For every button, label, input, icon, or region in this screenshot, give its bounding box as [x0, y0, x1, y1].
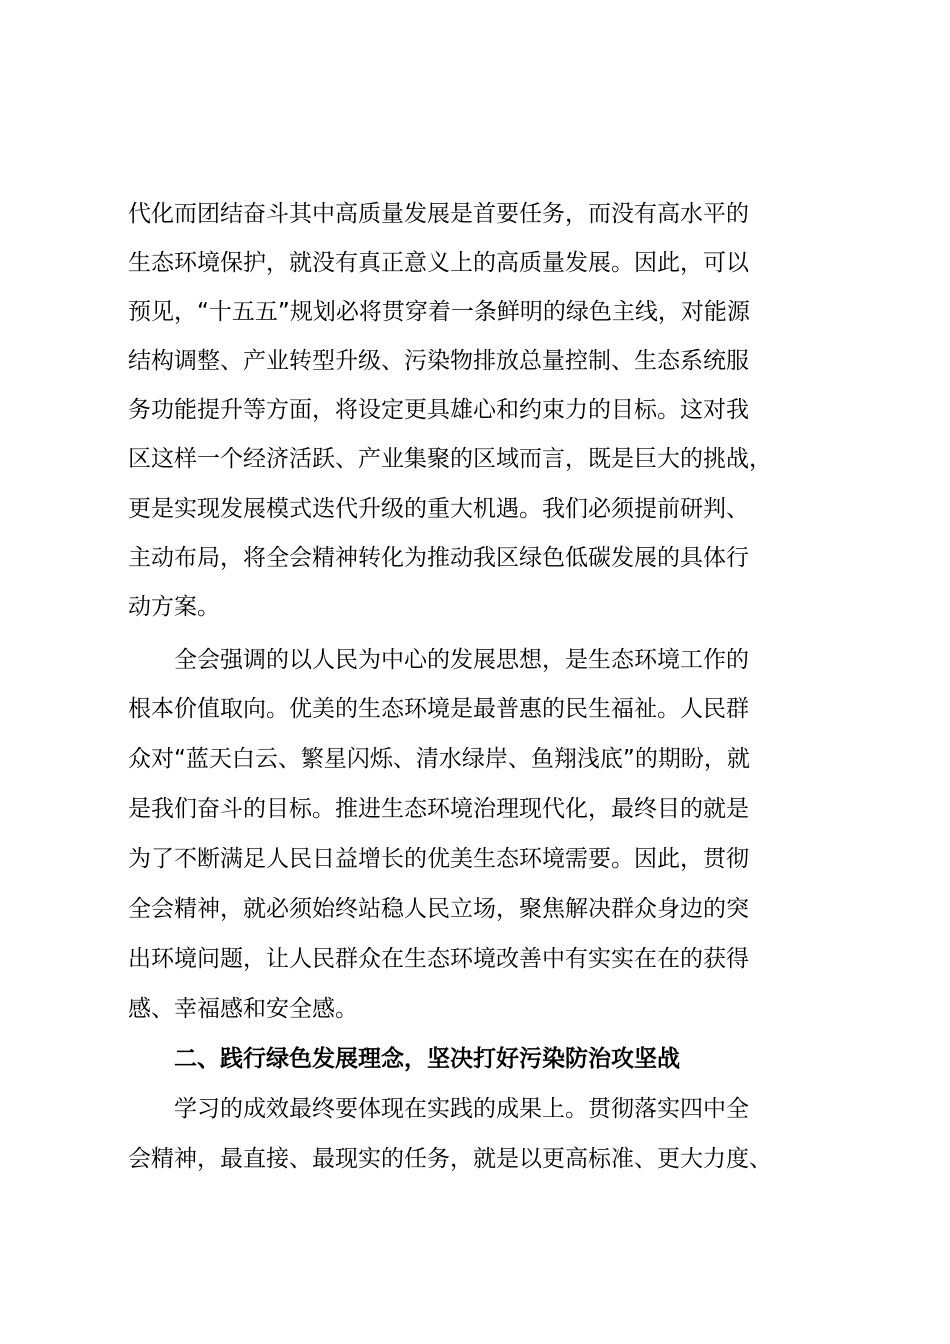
text-line: 更是实现发展模式迭代升级的重大机遇。我们必须提前研判、 [128, 496, 749, 522]
text-line: 全会强调的以人民为中心的发展思想，是生态环境工作的 [128, 647, 749, 673]
text-line: 感、幸福感和安全感。 [128, 996, 358, 1022]
text-line: 区这样一个经济活跃、产业集聚的区域而言，既是巨大的挑战， [128, 446, 772, 472]
text-line: 为了不断满足人民日益增长的优美生态环境需要。因此，贯彻 [128, 846, 749, 872]
section-heading: 二、践行绿色发展理念，坚决打好污染防治攻坚战 [128, 1046, 680, 1072]
text-line: 生态环境保护，就没有真正意义上的高质量发展。因此，可以 [128, 250, 749, 276]
text-line: 学习的成效最终要体现在实践的成果上。贯彻落实四中全 [128, 1096, 749, 1122]
text-line: 出环境问题，让人民群众在生态环境改善中有实实在在的获得 [128, 946, 749, 972]
text-line: 预见，“十五五”规划必将贯穿着一条鲜明的绿色主线，对能源 [128, 299, 750, 325]
text-line: 根本价值取向。优美的生态环境是最普惠的民生福祉。人民群 [128, 696, 749, 722]
text-line: 众对“蓝天白云、繁星闪烁、清水绿岸、鱼翔浅底”的期盼，就 [128, 746, 750, 772]
text-line: 务功能提升等方面，将设定更具雄心和约束力的目标。这对我 [128, 397, 749, 423]
text-line: 代化而团结奋斗其中高质量发展是首要任务，而没有高水平的 [128, 201, 749, 227]
text-line: 主动布局，将全会精神转化为推动我区绿色低碳发展的具体行 [128, 545, 749, 571]
text-line: 全会精神，就必须始终站稳人民立场，聚焦解决群众身边的突 [128, 896, 749, 922]
text-line: 动方案。 [128, 594, 220, 620]
text-line: 会精神，最直接、最现实的任务，就是以更高标准、更大力度、 [128, 1146, 772, 1172]
text-line: 结构调整、产业转型升级、污染物排放总量控制、生态系统服 [128, 348, 749, 374]
text-line: 是我们奋斗的目标。推进生态环境治理现代化，最终目的就是 [128, 796, 749, 822]
